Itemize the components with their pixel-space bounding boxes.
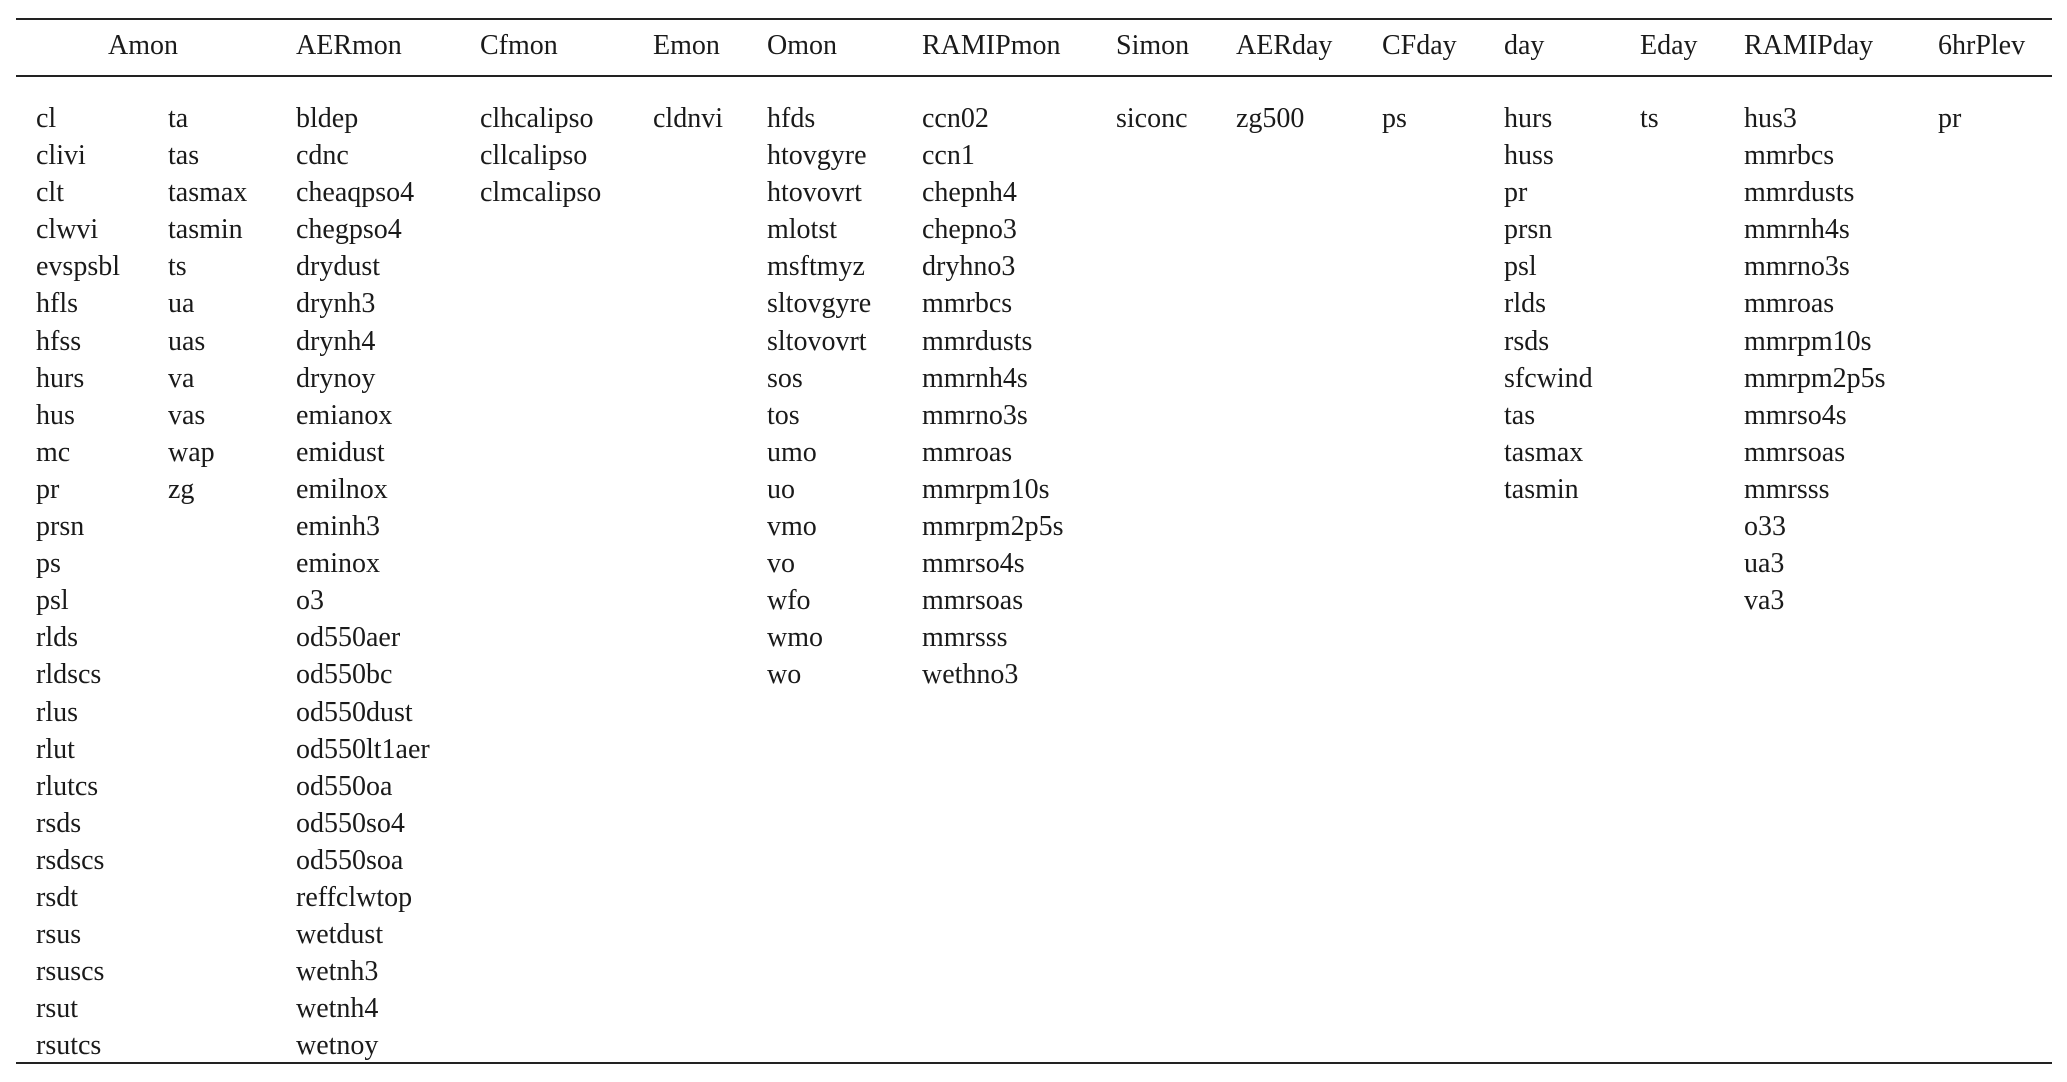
header-6hrplev: 6hrPlev — [1938, 30, 2026, 61]
table-cell: hurs — [1504, 103, 1553, 134]
table-cell: clmcalipso — [480, 177, 602, 209]
column-amon-1 — [36, 100, 120, 1064]
table-cell: rlds — [1504, 288, 1546, 320]
table-cell: rsds — [36, 807, 82, 839]
table-cell: mmrpm2p5s — [1744, 362, 1886, 394]
table-cell: rldscs — [36, 659, 102, 691]
table-cell: cheaqpso4 — [296, 177, 415, 209]
table-cell: clhcalipso — [480, 103, 594, 134]
table-cell: wo — [767, 659, 802, 691]
table-cell: sfcwind — [1504, 362, 1593, 394]
table-cell: rsds — [1504, 325, 1550, 357]
table-cell: evspsbl — [36, 251, 120, 283]
table-cell: vo — [767, 548, 795, 580]
table-cell: od550oa — [296, 770, 393, 802]
table-cell: ts — [1640, 103, 1659, 134]
table-cell: wetnoy — [296, 1030, 379, 1062]
table-cell: mmrsss — [1744, 473, 1830, 505]
header-simon: Simon — [1116, 30, 1190, 61]
table-cell: bldep — [296, 103, 359, 134]
table-cell: cl — [36, 103, 57, 134]
column-day — [1504, 100, 1593, 508]
table-cell: tas — [1504, 399, 1536, 431]
table-cell: cllcalipso — [480, 140, 588, 172]
header-aerday: AERday — [1236, 30, 1333, 61]
column-amon-2 — [168, 100, 247, 508]
header-cfmon: Cfmon — [480, 30, 558, 61]
column-cfmon — [480, 100, 601, 211]
column-ramipmon — [922, 100, 1064, 694]
table-cell: mmrdusts — [922, 325, 1033, 357]
table-cell: tasmin — [1504, 473, 1579, 505]
table-cell: emianox — [296, 399, 393, 431]
table-cell: mmrpm10s — [1744, 325, 1872, 357]
table-cell: emidust — [296, 436, 385, 468]
table-cell: ps — [36, 548, 61, 580]
table-cell: od550so4 — [296, 807, 405, 839]
table-cell: mc — [36, 436, 71, 468]
table-cell: huss — [1504, 140, 1554, 172]
table-cell: o33 — [1744, 511, 1786, 543]
table-cell: htovgyre — [767, 140, 867, 172]
table-cell: wethno3 — [922, 659, 1019, 691]
header-ramipmon: RAMIPmon — [922, 30, 1061, 61]
table-cell: ua — [168, 288, 195, 320]
table-cell: o3 — [296, 585, 324, 617]
table-cell: chegpso4 — [296, 214, 402, 246]
table-cell: prsn — [1504, 214, 1553, 246]
table-cell: wetnh4 — [296, 993, 379, 1025]
table-cell: drynh4 — [296, 325, 376, 357]
table-cell: od550aer — [296, 622, 401, 654]
table-cell: mmrnh4s — [922, 362, 1028, 394]
column-6hrplev — [1938, 100, 1961, 137]
table-cell: wetdust — [296, 919, 384, 951]
column-eday — [1640, 100, 1659, 137]
column-emon — [653, 100, 723, 137]
table-cell: emilnox — [296, 473, 388, 505]
table-cell: wfo — [767, 585, 811, 617]
table-cell: drynh3 — [296, 288, 376, 320]
table-cell: clivi — [36, 140, 86, 172]
table-cell: eminox — [296, 548, 380, 580]
table-cell: va3 — [1744, 585, 1785, 617]
table-cell: zg — [168, 473, 195, 505]
table-cell: wmo — [767, 622, 823, 654]
table-cell: mmrsss — [922, 622, 1008, 654]
table-cell: prsn — [36, 511, 85, 543]
table-cell: psl — [36, 585, 69, 617]
table-cell: mmrsoas — [1744, 436, 1846, 468]
table-cell: vas — [168, 399, 206, 431]
header-amon: Amon — [108, 30, 178, 61]
table-cell: hus3 — [1744, 103, 1797, 134]
table-cell: dryhno3 — [922, 251, 1016, 283]
table-cell: chepno3 — [922, 214, 1017, 246]
table-cell: rlutcs — [36, 770, 99, 802]
table-cell: pr — [36, 473, 60, 505]
table-cell: clt — [36, 177, 64, 209]
table-cell: drynoy — [296, 362, 376, 394]
column-aerday — [1236, 100, 1304, 137]
table-cell: tasmax — [1504, 436, 1584, 468]
table-cell: ta — [168, 103, 189, 134]
table-cell: cdnc — [296, 140, 349, 172]
table-cell: tasmin — [168, 214, 243, 246]
table-cell: drydust — [296, 251, 380, 283]
table-cell: vmo — [767, 511, 817, 543]
table-cell: mmrpm2p5s — [922, 511, 1064, 543]
table-cell: cldnvi — [653, 103, 723, 134]
table-cell: sltovgyre — [767, 288, 872, 320]
table-cell: ps — [1382, 103, 1407, 134]
table-cell: mmrdusts — [1744, 177, 1855, 209]
table-cell: ua3 — [1744, 548, 1785, 580]
table-cell: hfls — [36, 288, 78, 320]
table-cell: mmrbcs — [922, 288, 1013, 320]
table-cell: mmroas — [1744, 288, 1835, 320]
table-cell: chepnh4 — [922, 177, 1017, 209]
table-cell: rsuscs — [36, 956, 105, 988]
table-cell: psl — [1504, 251, 1537, 283]
table-cell: pr — [1938, 103, 1962, 134]
column-omon — [767, 100, 871, 694]
table-cell: rlds — [36, 622, 78, 654]
table-cell: tas — [168, 140, 200, 172]
table-cell: zg500 — [1236, 103, 1305, 134]
table-cell: od550bc — [296, 659, 393, 691]
table-cell: rlut — [36, 733, 75, 765]
header-eday: Eday — [1640, 30, 1698, 61]
header-omon: Omon — [767, 30, 837, 61]
table-cell: ccn1 — [922, 140, 975, 172]
table-cell: tasmax — [168, 177, 248, 209]
table-cell: hus — [36, 399, 75, 431]
column-ramipday — [1744, 100, 1886, 619]
table-cell: uo — [767, 473, 795, 505]
table-cell: rsut — [36, 993, 78, 1025]
table-cell: mlotst — [767, 214, 838, 246]
table-top-rule — [16, 18, 2052, 20]
table-cell: reffclwtop — [296, 881, 413, 913]
table-cell: hfds — [767, 103, 816, 134]
table-cell: rlus — [36, 696, 78, 728]
table-cell: sos — [767, 362, 803, 394]
header-emon: Emon — [653, 30, 720, 61]
table-cell: mmrbcs — [1744, 140, 1835, 172]
table-cell: uas — [168, 325, 206, 357]
table-cell: eminh3 — [296, 511, 380, 543]
table-cell: umo — [767, 436, 817, 468]
table-cell: mmrso4s — [1744, 399, 1847, 431]
table-cell: siconc — [1116, 103, 1188, 134]
column-simon — [1116, 100, 1188, 137]
table-cell: ccn02 — [922, 103, 989, 134]
table-cell: wetnh3 — [296, 956, 379, 988]
table-cell: mmrno3s — [1744, 251, 1850, 283]
table-cell: pr — [1504, 177, 1528, 209]
table-cell: rsutcs — [36, 1030, 102, 1062]
table-cell: od550soa — [296, 844, 404, 876]
table-cell: mmrpm10s — [922, 473, 1050, 505]
table-cell: mmroas — [922, 436, 1013, 468]
table-cell: clwvi — [36, 214, 99, 246]
table-cell: wap — [168, 436, 215, 468]
table-cell: ts — [168, 251, 187, 283]
table-cell: mmrso4s — [922, 548, 1025, 580]
table-cell: va — [168, 362, 195, 394]
table-cell: rsdt — [36, 881, 78, 913]
table-cell: msftmyz — [767, 251, 865, 283]
table-cell: rsdscs — [36, 844, 105, 876]
table-cell: mmrno3s — [922, 399, 1028, 431]
header-cfday: CFday — [1382, 30, 1457, 61]
column-aermon — [296, 100, 430, 1064]
column-cfday — [1382, 100, 1407, 137]
table-cell: hurs — [36, 362, 85, 394]
table-cell: tos — [767, 399, 800, 431]
table-cell: od550lt1aer — [296, 733, 430, 765]
table-cell: od550dust — [296, 696, 413, 728]
table-cell: sltovovrt — [767, 325, 867, 357]
table-cell: hfss — [36, 325, 82, 357]
table-cell: mmrsoas — [922, 585, 1024, 617]
table-cell: htovovrt — [767, 177, 862, 209]
table-cell: rsus — [36, 919, 82, 951]
header-ramipday: RAMIPday — [1744, 30, 1874, 61]
table-header-rule — [16, 75, 2052, 77]
table-cell: mmrnh4s — [1744, 214, 1850, 246]
header-day: day — [1504, 30, 1545, 61]
header-aermon: AERmon — [296, 30, 402, 61]
